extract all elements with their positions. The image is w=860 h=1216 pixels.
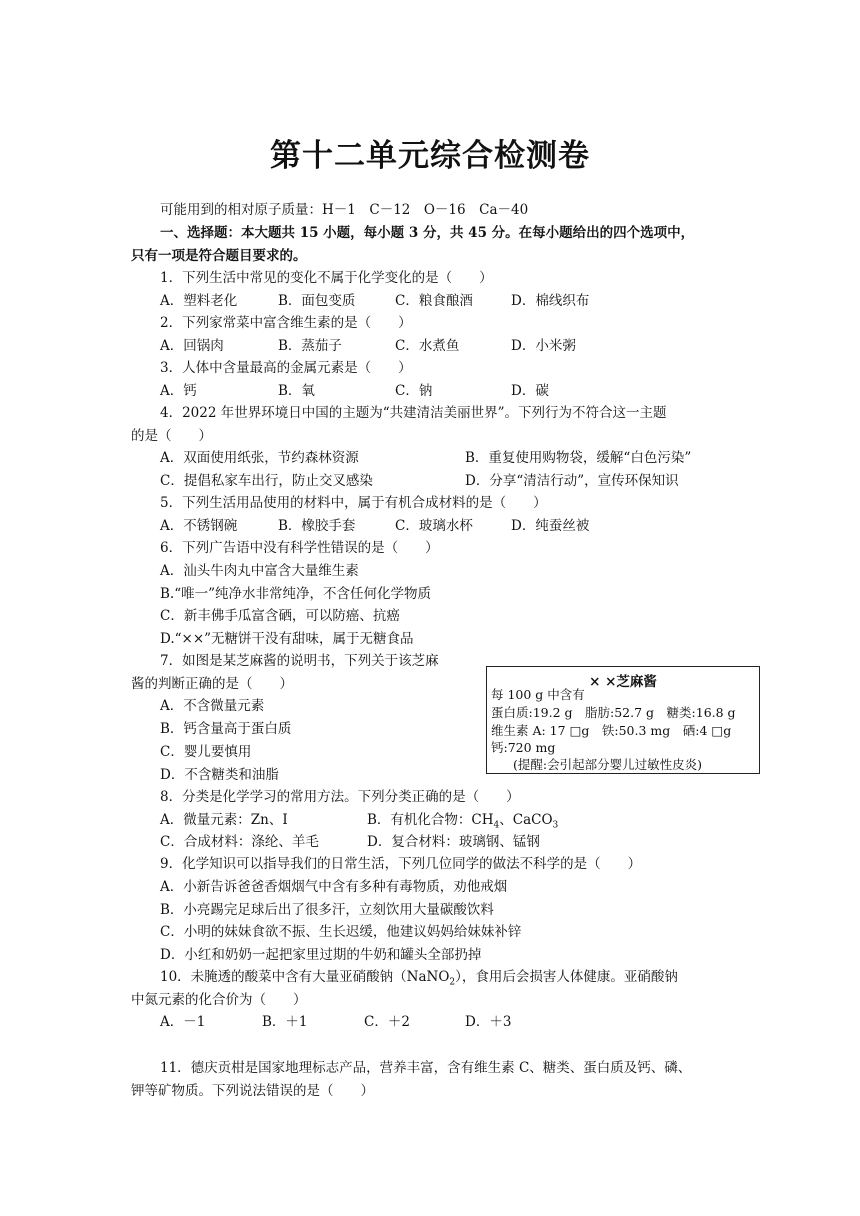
- section-heading-line1: 一、选择题：本大题共 15 小题，每小题 3 分，共 45 分。在每小题给出的四个选项中，: [160, 225, 695, 241]
- q9-option-d: D．小红和奶奶一起把家里过期的牛奶和罐头全部扔掉: [160, 947, 482, 963]
- q9-option-c: C．小明的妹妹食欲不振、生长迟缓，他建议妈妈给妹妹补锌: [160, 924, 522, 940]
- q1-option-d: D．棉线织布: [511, 293, 590, 309]
- q4-option-a: A．双面使用纸张，节约森林资源: [160, 450, 359, 466]
- q2-stem: 2．下列家常菜中富含维生素的是（ ）: [160, 315, 412, 331]
- q3-stem: 3．人体中含量最高的金属元素是（ ）: [160, 360, 412, 376]
- q5-option-c: C．玻璃水杯: [395, 518, 473, 534]
- sesame-paste-label: [486, 666, 760, 774]
- q6-option-d: D.“××”无糖饼干没有甜味，属于无糖食品: [160, 631, 414, 647]
- q4-stem-line1: 4．2022 年世界环境日中国的主题为“共建清洁美丽世界”。下列行为不符合这一主题: [160, 405, 667, 421]
- page-title: 第十二单元综合检测卷: [270, 138, 590, 174]
- q7-stem-line2: 酱的判断正确的是（ ）: [131, 676, 293, 692]
- label-title: × ×芝麻酱: [589, 674, 657, 690]
- q10-stem-line2: 中氮元素的化合价为（ ）: [131, 992, 307, 1008]
- q2-option-b: B．蒸茄子: [278, 338, 342, 354]
- q10-option-d: D．＋3: [465, 1014, 512, 1030]
- q10-stem-line1: 10．未腌透的酸菜中含有大量亚硝酸钠（NaNO$_2$），食用后会损害人体健康。亚硝酸钠: [160, 969, 678, 988]
- q2-option-d: D．小米粥: [511, 338, 576, 354]
- q3-option-a: A．钙: [160, 383, 197, 399]
- q9-stem: 9．化学知识可以指导我们的日常生活，下列几位同学的做法不科学的是（ ）: [160, 856, 642, 872]
- q8-stem: 8．分类是化学学习的常用方法。下列分类正确的是（ ）: [160, 789, 520, 805]
- q7-option-c: C．婴儿要慎用: [160, 744, 252, 760]
- q6-stem: 6．下列广告语中没有科学性错误的是（ ）: [160, 540, 439, 556]
- q7-option-d: D．不含糖类和油脂: [160, 767, 279, 783]
- label-line-calcium: 钙:720 mg: [491, 740, 556, 755]
- label-line-macros: 蛋白质:19.2 g 脂肪:52.7 g 糖类:16.8 g: [491, 705, 736, 720]
- q10-option-a: A．－1: [160, 1014, 206, 1030]
- q1-option-c: C．粮食酿酒: [395, 293, 473, 309]
- q9-option-b: B．小亮踢完足球后出了很多汗，立刻饮用大量碳酸饮料: [160, 902, 494, 918]
- q8-option-d: D．复合材料：玻璃钢、锰钢: [367, 834, 540, 850]
- q3-option-b: B．氧: [278, 383, 315, 399]
- q2-option-a: A．回锅肉: [160, 338, 224, 354]
- q7-stem-line1: 7．如图是某芝麻酱的说明书，下列关于该芝麻: [160, 653, 439, 669]
- q2-option-c: C．水煮鱼: [395, 338, 460, 354]
- q11-stem-line1: 11．德庆贡柑是国家地理标志产品，营养丰富，含有维生素 C、糖类、蛋白质及钙、磷、: [160, 1060, 692, 1076]
- q9-option-a: A．小新告诉爸爸香烟烟气中含有多种有毒物质，劝他戒烟: [160, 879, 508, 895]
- q4-option-d: D．分享“清洁行动”，宣传环保知识: [465, 473, 679, 489]
- label-line-warning: (提醒:会引起部分婴儿过敏性皮炎): [513, 757, 702, 772]
- q6-option-a: A．汕头牛肉丸中富含大量维生素: [160, 563, 359, 579]
- q1-option-a: A．塑料老化: [160, 293, 238, 309]
- q4-stem-line2: 的是（ ）: [131, 428, 212, 444]
- q5-option-b: B．橡胶手套: [278, 518, 356, 534]
- q10-option-c: C．＋2: [364, 1014, 410, 1030]
- q8-option-c: C．合成材料：涤纶、羊毛: [160, 834, 319, 850]
- q5-option-d: D．纯蚕丝被: [511, 518, 590, 534]
- q6-option-b: B.“唯一”纯净水非常纯净，不含任何化学物质: [160, 586, 432, 602]
- section-heading-line2: 只有一项是符合题目要求的。: [131, 248, 307, 264]
- q8-option-a: A．微量元素：Zn、I: [160, 812, 288, 828]
- label-line-per-100g: 每 100 g 中含有: [491, 687, 585, 702]
- q5-stem: 5．下列生活用品使用的材料中，属于有机合成材料的是（ ）: [160, 495, 547, 511]
- q7-option-a: A．不含微量元素: [160, 698, 265, 714]
- q3-option-d: D．碳: [511, 383, 549, 399]
- q4-option-b: B．重复使用购物袋，缓解“白色污染”: [465, 450, 692, 466]
- q1-option-b: B．面包变质: [278, 293, 356, 309]
- q11-stem-line2: 钾等矿物质。下列说法错误的是（ ）: [131, 1083, 374, 1099]
- q1-stem: 1．下列生活中常见的变化不属于化学变化的是（ ）: [160, 270, 493, 286]
- q5-option-a: A．不锈钢碗: [160, 518, 238, 534]
- q8-option-b: B．有机化合物：$CH_4$、CaCO$_3$: [367, 812, 559, 831]
- q6-option-c: C．新丰佛手瓜富含硒，可以防癌、抗癌: [160, 608, 400, 624]
- q10-option-b: B．＋1: [262, 1014, 308, 1030]
- q4-option-c: C．提倡私家车出行，防止交叉感染: [160, 473, 373, 489]
- label-line-micros: 维生素 A: 17 □g 铁:50.3 mg 硒:4 □g: [491, 723, 732, 738]
- q3-option-c: C．钠: [395, 383, 433, 399]
- q7-option-b: B．钙含量高于蛋白质: [160, 721, 292, 737]
- atomic-mass-line: 可能用到的相对原子质量：H－1 C－12 O－16 Ca－40: [160, 202, 529, 218]
